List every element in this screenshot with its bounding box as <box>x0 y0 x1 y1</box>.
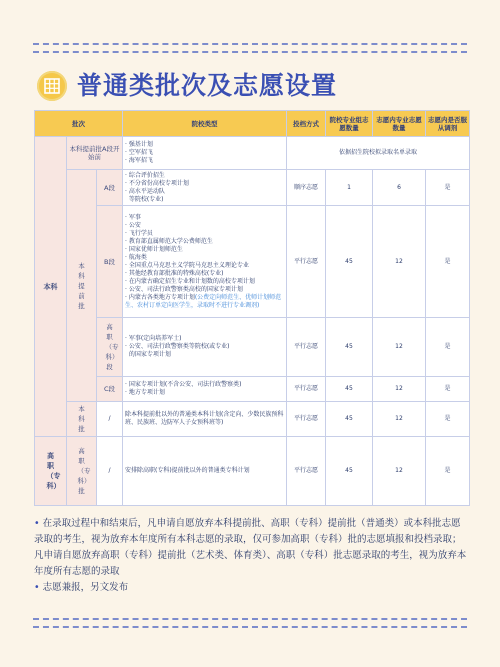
pre-a-label: 本科提前批A段开始前 <box>67 137 123 170</box>
table-row <box>35 402 470 437</box>
bkp-desc: 除本科提前批以外的普通类本科计划(含定向、少数民族预科班、民族班、边防军人子女预科班等) <box>123 402 287 437</box>
table-row <box>35 437 470 506</box>
gz-majors: 12 <box>373 437 426 506</box>
seg-gz-pre-adjust: 是 <box>426 318 470 377</box>
list-item: · 国家优师计划师范生 <box>125 245 183 253</box>
seg-b-mode: 平行志愿 <box>287 206 326 318</box>
notes-block <box>34 516 470 596</box>
header-school-type: 院校类型 <box>123 111 287 137</box>
pre-a-merged-note: 依据招生院校拟录取名单录取 <box>287 137 470 170</box>
header-major-count: 志愿内专业志愿数量 <box>373 111 426 137</box>
bkp-slash: / <box>97 402 123 437</box>
seg-b-list <box>123 206 287 318</box>
bkp-adjust: 是 <box>426 402 470 437</box>
seg-a-groups: 1 <box>326 170 373 206</box>
bkp-cell <box>67 402 97 437</box>
seg-b-label: B段 <box>97 206 123 318</box>
gz-groups: 45 <box>326 437 373 506</box>
gz-level-label: 高职（专科） <box>46 452 61 490</box>
gz-level-cell <box>35 437 67 506</box>
list-item: · 在内蒙古确定招生专业和计划数的高校专项计划 <box>125 277 255 285</box>
bkp-groups: 45 <box>326 402 373 437</box>
table-row <box>35 318 470 377</box>
list-item: · 公安 <box>125 221 141 229</box>
list-item: · 不分省份高校专项计划 <box>125 179 189 187</box>
batch-table <box>34 110 470 506</box>
seg-a-majors: 6 <box>373 170 426 206</box>
list-item: · 海军招飞 <box>125 157 153 164</box>
list-item: · 公安、司法行政警察类等院校(或专业) <box>125 343 230 350</box>
list-item: · 综合评价招生 <box>125 171 165 179</box>
note-1: • 在录取过程中和结束后，凡申请自愿放弃本科提前批、高职（专科）提前批（普通类）或本科批志愿录取的考生，视为放弃本年度所有本科志愿的录取，仅可参加高职（专科）批的志愿填报和投档录取；凡申请自愿放弃高职（专科）提前批（艺术类、体育类）、高职（专科）批志愿录取的考生，视为放弃本年度所有志愿的录取 <box>34 518 467 577</box>
tiqian-cell <box>67 170 97 402</box>
page-title: 普通类批次及志愿设置 <box>77 71 338 100</box>
gz-adjust: 是 <box>426 437 470 506</box>
header-group-count: 院校专业组志愿数量 <box>326 111 373 137</box>
table-row <box>35 206 470 318</box>
bkp-mode: 平行志愿 <box>287 402 326 437</box>
note-2: • 志愿兼报，另文发布 <box>34 582 129 593</box>
seg-a-adjust: 是 <box>426 170 470 206</box>
b-blue-note: (公费定向师范生、优师计划师范生、农村订单定向医学生，录取时不进行专业调剂) <box>125 293 282 309</box>
list-item: · 军事(定向培养军士) <box>125 335 182 342</box>
bkp-majors: 12 <box>373 402 426 437</box>
list-item: · 公安、司法行政警察类高校的国家专项计划 <box>125 285 243 293</box>
list-item: · 强基计划 <box>125 141 153 148</box>
list-item: 等院校(专业) <box>128 195 164 203</box>
pre-a-list <box>123 137 287 170</box>
list-item: · 全国重点马克思主义学院马克思主义理论专业 <box>125 261 249 269</box>
gz-mode: 平行志愿 <box>287 437 326 506</box>
seg-c-groups: 45 <box>326 377 373 402</box>
header-batch: 批次 <box>35 111 123 137</box>
list-item: · 空军招飞 <box>125 149 153 156</box>
list-item: · 航海类 <box>125 253 147 261</box>
list-item: · 其他经教育部批准的特殊高校(专业) <box>125 269 224 277</box>
table-row <box>35 377 470 402</box>
level-benke-label: 本科 <box>43 282 58 291</box>
gz-slash: / <box>97 437 123 506</box>
seg-b-groups: 45 <box>326 206 373 318</box>
seg-gz-pre-list <box>123 318 287 377</box>
level-benke-cell <box>35 137 67 437</box>
seg-gz-pre-groups: 45 <box>326 318 373 377</box>
seg-c-majors: 12 <box>373 377 426 402</box>
bottom-dashed-line-2 <box>33 626 467 628</box>
grid-icon <box>37 71 67 101</box>
list-item: · 高水平运动队 <box>125 187 165 195</box>
list-item: 的国家专项计划 <box>128 351 171 358</box>
seg-gz-pre-label: 高职（专科）段 <box>97 318 123 377</box>
gz-batch-cell <box>67 437 97 506</box>
list-item: · 国家专项计划(不含公安、司法行政警察类) <box>125 381 242 388</box>
bottom-dashed-line-1 <box>33 618 467 620</box>
seg-a-mode: 顺序志愿 <box>287 170 326 206</box>
seg-a-label: A段 <box>97 170 123 206</box>
seg-c-mode: 平行志愿 <box>287 377 326 402</box>
list-item: · 军事 <box>125 213 141 221</box>
table-row <box>35 170 470 206</box>
seg-c-list <box>123 377 287 402</box>
bullet-icon: • <box>34 518 43 529</box>
list-item: · 飞行学员 <box>125 229 153 237</box>
gz-batch-label: 高职（专科）批 <box>77 447 91 495</box>
seg-a-list <box>123 170 287 206</box>
seg-b-adjust: 是 <box>426 206 470 318</box>
bullet-icon: • <box>34 582 43 593</box>
tiqian-label: 本科提前批 <box>78 261 85 310</box>
seg-gz-pre-mode: 平行志愿 <box>287 318 326 377</box>
seg-c-adjust: 是 <box>426 377 470 402</box>
list-item: · 地方专项计划 <box>125 389 165 396</box>
list-item: · 教育部直属师范大学公费师范生 <box>125 237 213 245</box>
title-block <box>37 68 337 104</box>
table-row <box>35 137 470 170</box>
table-header-row <box>35 111 470 137</box>
header-adjust: 志愿内是否服从调剂 <box>426 111 470 137</box>
top-dashed-line-2 <box>33 51 467 53</box>
gz-desc: 安排除高职(专科)提前批以外的普通类专科计划 <box>123 437 287 506</box>
seg-b-majors: 12 <box>373 206 426 318</box>
top-dashed-line-1 <box>33 43 467 45</box>
list-item: · 内蒙古各类地方专项计划(公费定向师范生、优师计划师范生、农村订单定向医学生，录取时不进行专业调剂) <box>125 293 282 309</box>
seg-c-label: C段 <box>97 377 123 402</box>
seg-gz-pre-majors: 12 <box>373 318 426 377</box>
bkp-label: 本科批 <box>78 405 85 433</box>
header-mode: 投档方式 <box>287 111 326 137</box>
